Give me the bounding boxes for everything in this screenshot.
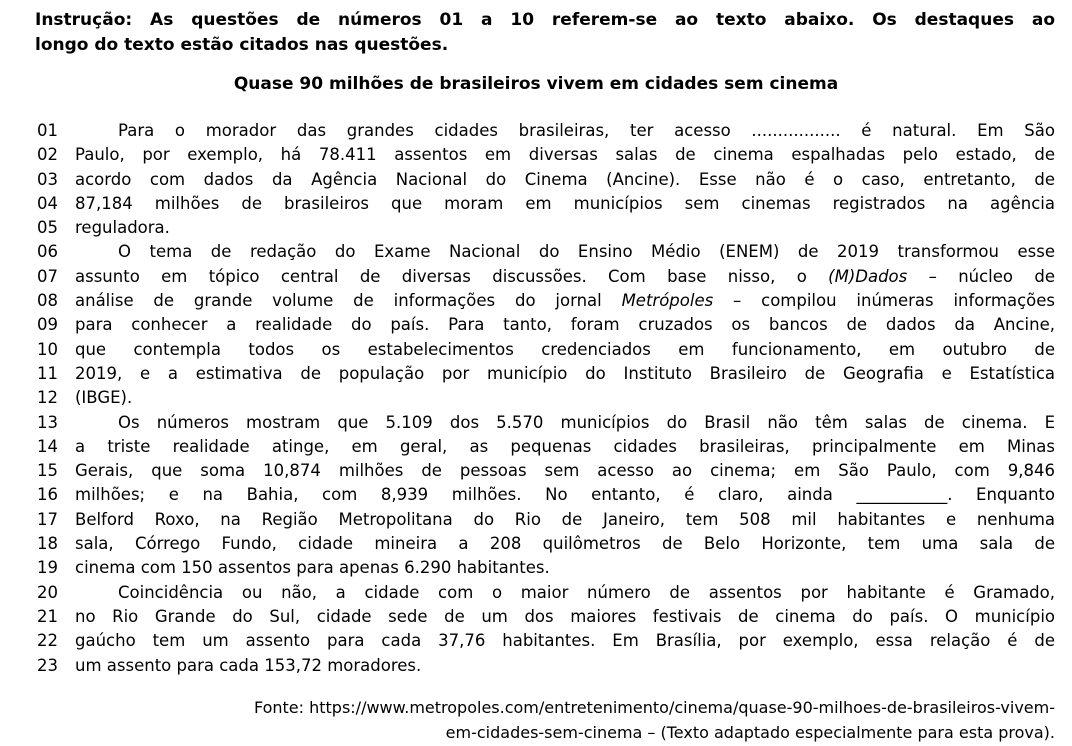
line-text — [75, 362, 1055, 386]
text-segment: milhões; e na Bahia, com 8,939 milhões. No entanto, é claro, ainda ___________. Enquanto — [75, 485, 1055, 505]
text-segment: um assento para cada 153,72 moradores. — [75, 655, 422, 675]
text-segment: O tema de redação do Exame Nacional do Ensino Médio (ENEM) de 2019 transformou esse — [118, 242, 1055, 262]
line-text — [75, 483, 1055, 507]
source-line-2: em-cidades-sem-cinema – (Texto adaptado especialmente para esta prova). — [445, 722, 1055, 742]
text-line — [0, 532, 1072, 556]
line-number: 13 — [37, 412, 58, 432]
text-segment: cinema com 150 assentos para apenas 6.290 habitantes. — [75, 558, 550, 578]
line-number: 04 — [37, 193, 58, 213]
text-line — [0, 556, 1072, 580]
line-text — [75, 605, 1055, 629]
line-text — [75, 265, 1055, 289]
line-text — [75, 629, 1055, 653]
text-line — [0, 411, 1072, 435]
line-number: 22 — [37, 631, 58, 651]
line-number: 23 — [37, 655, 58, 675]
line-text — [75, 581, 1055, 605]
line-text — [75, 216, 1055, 240]
line-text — [75, 654, 1055, 678]
text-segment: (IBGE). — [75, 388, 133, 408]
text-line — [0, 265, 1072, 289]
text-line — [0, 362, 1072, 386]
text-line — [0, 192, 1072, 216]
text-line — [0, 313, 1072, 337]
line-text — [75, 313, 1055, 337]
text-line — [0, 338, 1072, 362]
italic-text-segment: Metrópoles — [621, 291, 714, 311]
text-line — [0, 629, 1072, 653]
line-number: 20 — [37, 582, 58, 602]
line-number: 10 — [37, 339, 58, 359]
line-number: 18 — [37, 534, 58, 554]
text-segment: – compilou inúmeras informações — [713, 291, 1055, 311]
line-number: 03 — [37, 169, 58, 189]
line-number: 01 — [37, 121, 58, 140]
line-text — [75, 532, 1055, 556]
line-text — [75, 338, 1055, 362]
line-number: 02 — [37, 145, 58, 165]
line-text — [75, 508, 1055, 532]
text-line — [0, 168, 1072, 192]
text-segment: Gerais, que soma 10,874 milhões de pessoas sem acesso ao cinema; em São Paulo, com 9,846 — [75, 461, 1055, 481]
page-title: Quase 90 milhões de brasileiros vivem em cidades sem cinema — [233, 74, 839, 94]
text-segment: Belford Roxo, na Região Metropolitana do Rio de Janeiro, tem 508 mil habitantes e nenhuma — [75, 509, 1055, 529]
source-line-1: Fonte: https://www.metropoles.com/entretenimento/cinema/quase-90-milhoes-de-brasileiros-vivem- — [253, 697, 1055, 717]
text-line — [0, 483, 1072, 507]
text-line — [0, 581, 1072, 605]
text-line — [0, 435, 1072, 459]
text-line — [0, 459, 1072, 483]
line-number: 08 — [37, 291, 58, 311]
line-text — [75, 289, 1055, 313]
text-body — [0, 119, 1072, 678]
text-segment: assunto em tópico central de diversas discussões. Com base nisso, o — [75, 266, 829, 286]
text-line — [0, 289, 1072, 313]
text-segment: 87,184 milhões de brasileiros que moram em municípios sem cinemas registrados na agência — [75, 193, 1055, 213]
text-segment: para conhecer a realidade do país. Para tanto, foram cruzados os bancos de dados da Ancine, — [75, 315, 1055, 335]
line-text — [75, 168, 1055, 192]
text-segment: análise de grande volume de informações do jornal — [75, 291, 622, 311]
line-number: 06 — [37, 242, 58, 262]
line-text — [75, 411, 1055, 435]
text-line — [0, 508, 1072, 532]
line-number: 19 — [37, 558, 58, 578]
text-segment: Paulo, por exemplo, há 78.411 assentos em diversas salas de cinema espalhadas pelo estado, de — [75, 145, 1055, 165]
text-segment: acordo com dados da Agência Nacional do Cinema (Ancine). Esse não é o caso, entretanto, de — [75, 169, 1055, 189]
text-segment: gaúcho tem um assento para cada 37,76 habitantes. Em Brasília, por exemplo, essa relação é de — [75, 631, 1055, 651]
line-text — [75, 459, 1055, 483]
source-citation — [0, 695, 1055, 745]
text-segment: 2019, e a estimativa de população por município do Instituto Brasileiro de Geografia e Estatística — [75, 363, 1055, 383]
text-segment: Os números mostram que 5.109 dos 5.570 municípios do Brasil não têm salas de cinema. E — [118, 412, 1055, 432]
text-segment: Para o morador das grandes cidades brasileiras, ter acesso ................. é natural. Em São — [118, 121, 1055, 140]
text-segment: Coincidência ou não, a cidade com o maior número de assentos por habitante é Gramado, — [118, 582, 1055, 602]
text-segment: no Rio Grande do Sul, cidade sede de um dos maiores festivais de cinema do país. O município — [75, 606, 1055, 626]
instruction-line-1: Instrução: As questões de números 01 a 10 referem-se ao texto abaixo. Os destaques ao — [35, 10, 1055, 30]
line-number: 15 — [37, 461, 58, 481]
line-text — [75, 556, 1055, 580]
line-number: 07 — [37, 266, 58, 286]
line-number: 17 — [37, 509, 58, 529]
instruction-line-2: longo do texto estão citados nas questões. — [35, 35, 449, 55]
line-number: 05 — [37, 218, 58, 238]
line-number: 11 — [37, 363, 58, 383]
text-segment: sala, Córrego Fundo, cidade mineira a 208 quilômetros de Belo Horizonte, tem uma sala de — [75, 534, 1055, 554]
line-number: 14 — [37, 436, 58, 456]
line-number: 16 — [37, 485, 58, 505]
line-number: 12 — [37, 388, 58, 408]
line-number: 09 — [37, 315, 58, 335]
line-text — [75, 240, 1055, 264]
text-line — [0, 605, 1072, 629]
line-number: 21 — [37, 606, 58, 626]
text-line — [0, 119, 1072, 143]
italic-text-segment: (M)Dados — [828, 266, 908, 286]
text-segment: que contempla todos os estabelecimentos credenciados em funcionamento, em outubro de — [75, 339, 1055, 359]
text-line — [0, 240, 1072, 264]
line-text — [75, 119, 1055, 143]
text-line — [0, 216, 1072, 240]
text-segment: – núcleo de — [907, 266, 1055, 286]
instruction-header — [35, 8, 1055, 58]
text-line — [0, 654, 1072, 678]
text-line — [0, 143, 1072, 167]
line-text — [75, 192, 1055, 216]
line-text — [75, 435, 1055, 459]
text-segment: a triste realidade atinge, em geral, as pequenas cidades brasileiras, principalmente em Minas — [75, 436, 1055, 456]
line-text — [75, 143, 1055, 167]
line-text — [75, 386, 1055, 410]
text-segment: reguladora. — [75, 218, 170, 238]
text-line — [0, 386, 1072, 410]
